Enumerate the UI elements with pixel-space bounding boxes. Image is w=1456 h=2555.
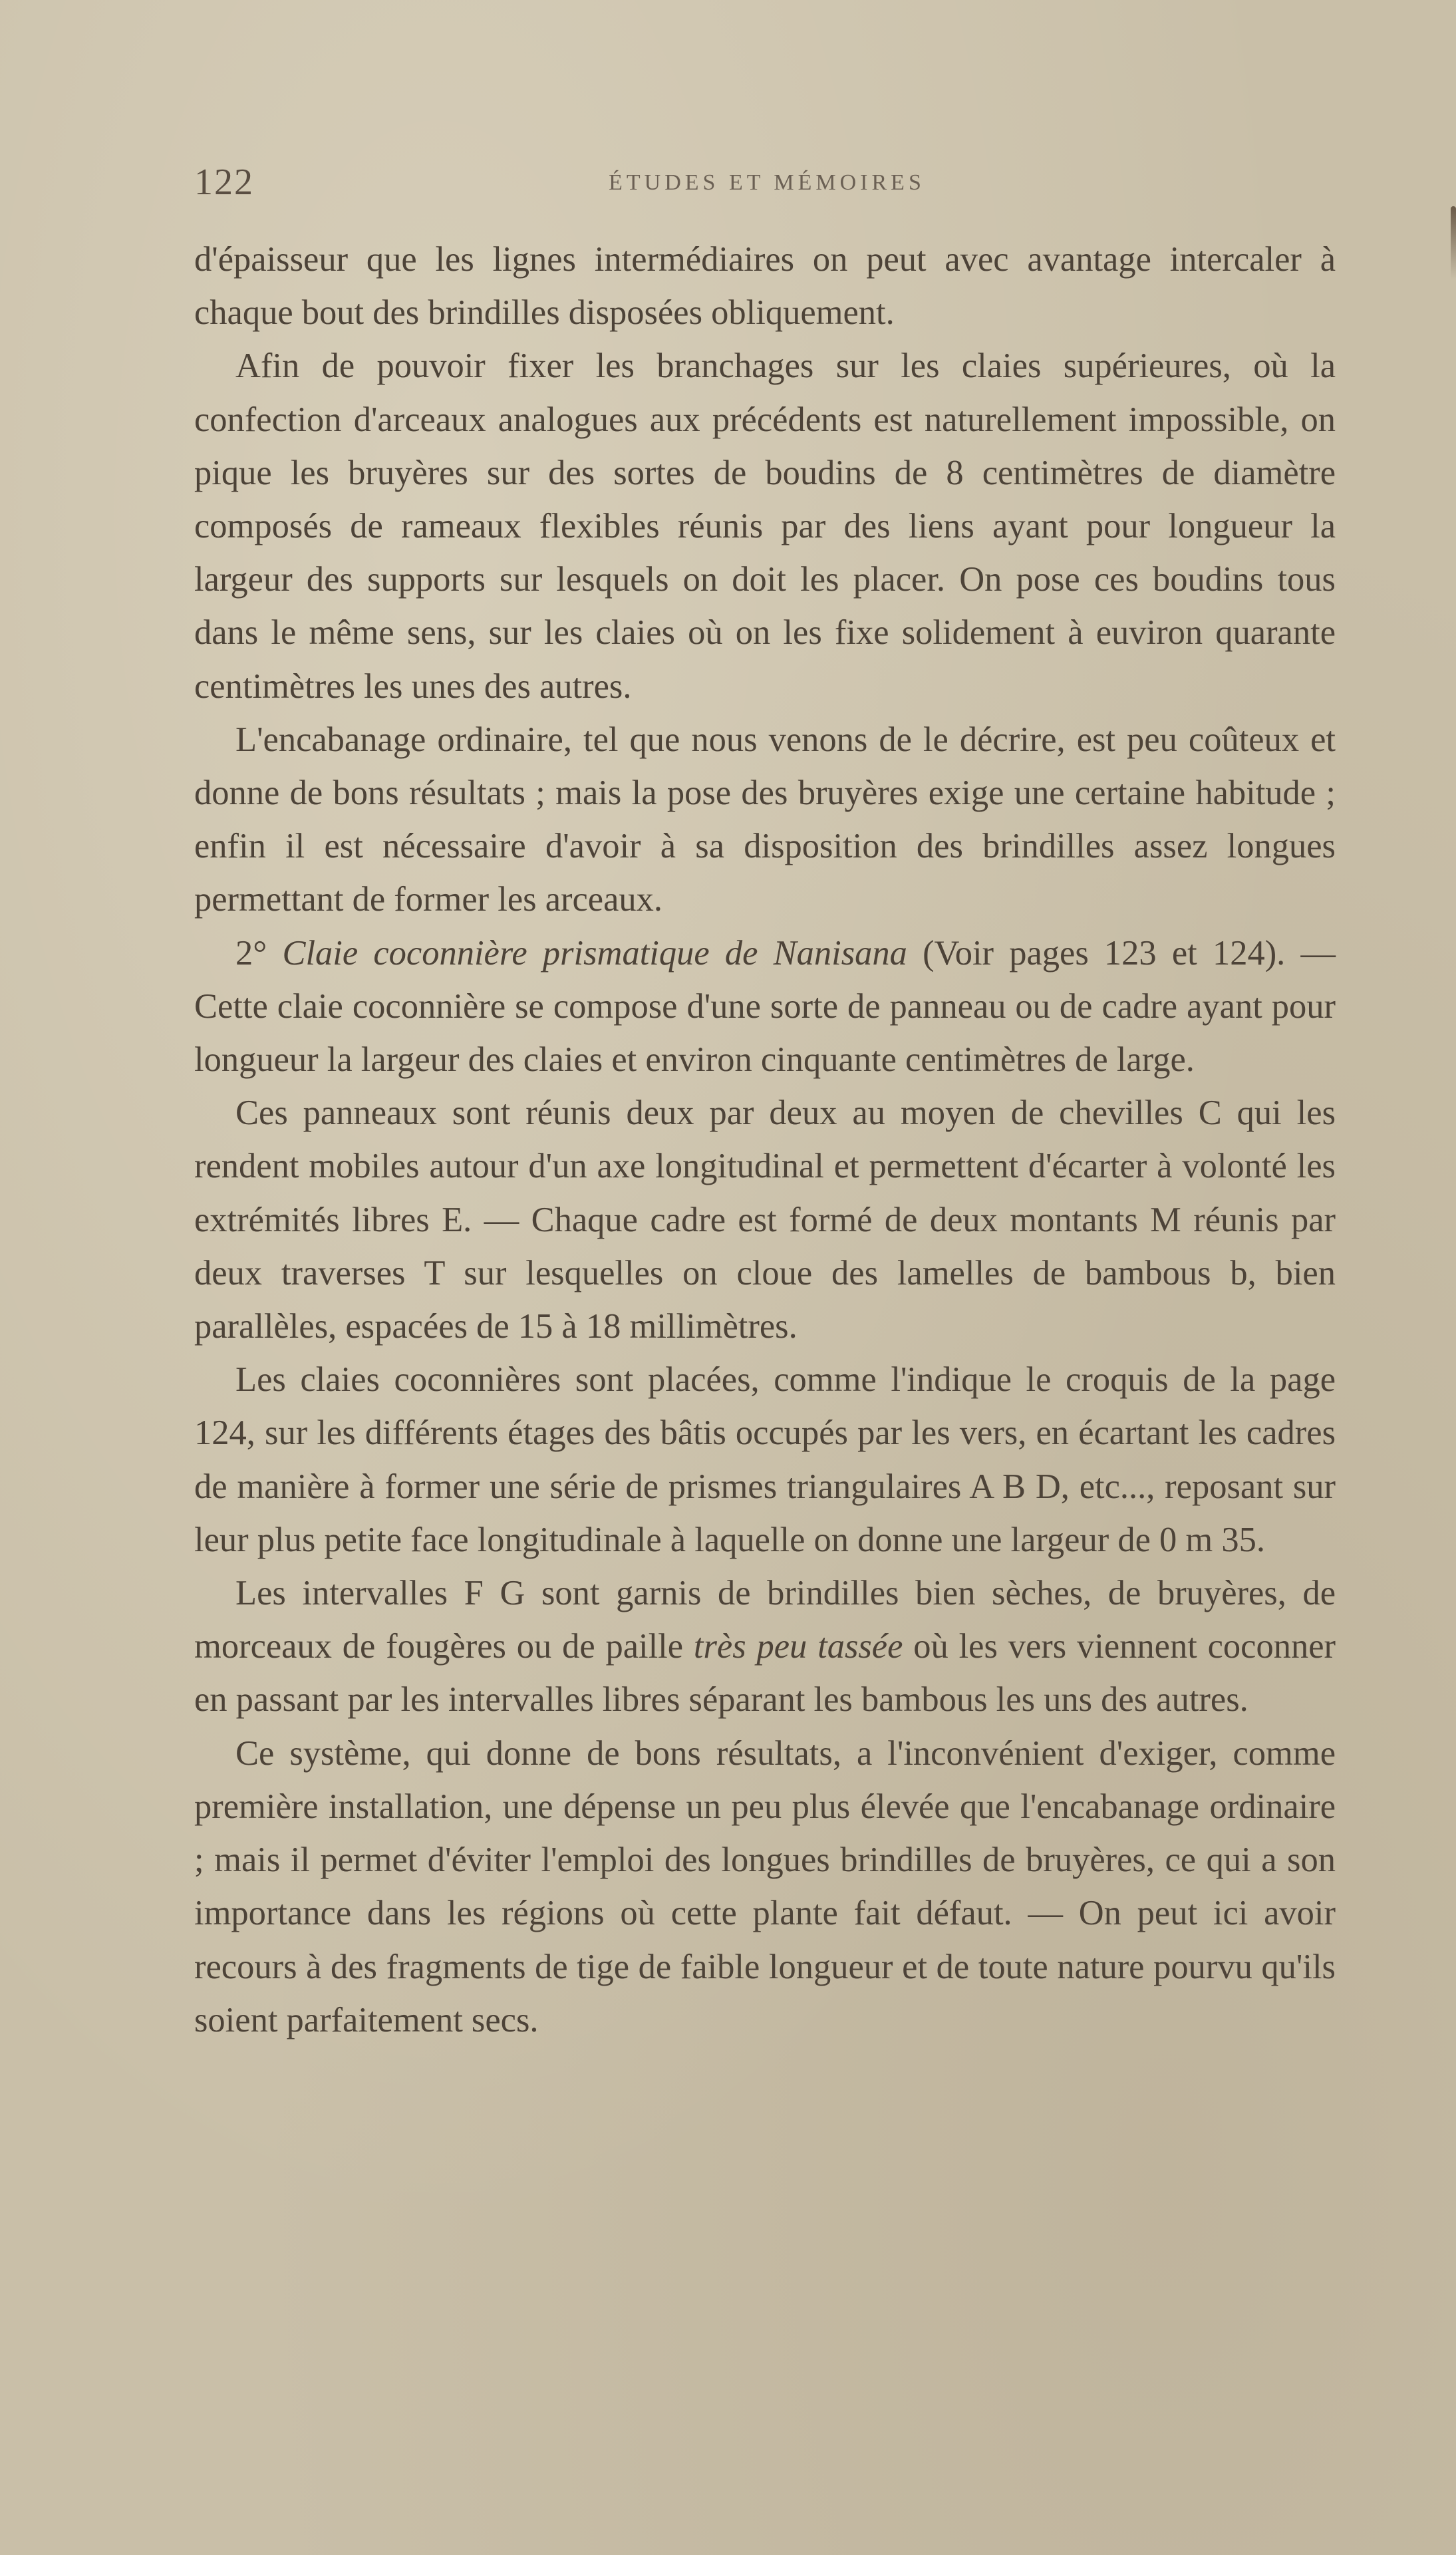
paragraph-prefix: Les intervalles F G sont garnis de brindilles bien sèches, de bruyères, de morceaux de fougères ou de paille (194, 1574, 1336, 1666)
running-head (194, 161, 1340, 208)
running-title: ÉTUDES ET MÉMOIRES (609, 170, 925, 195)
paragraph-text: Afin de pouvoir fixer les branchages sur les claies supérieures, où la confection d'arceaux analogues aux précédents est naturellement impossible, on pique les bruyères sur des sortes de boudins de 8 centimètres de diamètre composés de rameaux flexibles réunis par des liens ayant pour longueur la largeur des supports sur lesquels on doit les placer. On pose ces boudins tous dans le même sens, sur les claies où on les fixe solidement à euviron quarante centimètres les unes des autres. (194, 347, 1336, 706)
paragraph-prefix: 2° (235, 933, 283, 973)
paragraph-text: Ce système, qui donne de bons résultats, a l'inconvénient d'exiger, comme première installation, une dépense un peu plus élevée que l'encabanage ordinaire ; mais il permet d'éviter l'emploi des longues brindilles de bruyères, ce qui a son importance dans les régions où cette plante fait défaut. — On peut ici avoir recours à des fragments de tige de faible longueur et de toute nature pourvu qu'ils soient parfaitement secs. (194, 1733, 1336, 2039)
paragraph-1 (194, 233, 1336, 339)
paragraph-text: Les claies coconnières sont placées, comme l'indique le croquis de la page 124, sur les différents étages des bâtis occupés par les vers, en écartant les cadres de manière à former une série de prismes triangulaires A B D, etc..., reposant sur leur plus petite face longitudinale à laquelle on donne une largeur de 0 m 35. (194, 1360, 1336, 1559)
paragraph-suffix: où les vers viennent coconner en passant par les intervalles libres séparant les bambous les uns des autres. (194, 1627, 1336, 1720)
paragraph-text: Ces panneaux sont réunis deux par deux au moyen de chevilles C qui les rendent mobiles autour d'un axe longitudinal et permettent d'écarter à volonté les extrémités libres E. — Chaque cadre est formé de deux montants M réunis par deux traverses T sur lesquelles on cloue des lamelles de bambous b, bien parallèles, espacées de 15 à 18 millimètres. (194, 1094, 1336, 1346)
paragraph-italic-phrase: très peu tassée (693, 1627, 903, 1666)
paragraph-italic-title: Claie coconnière prismatique de Nanisana (282, 933, 907, 973)
body-text (194, 233, 1336, 2047)
paragraph-suffix: (Voir pages 123 et 124). — Cette claie coconnière se compose d'une sorte de panneau ou de cadre ayant pour longueur la largeur des claies et environ cinquante centimètres de large. (194, 933, 1336, 1080)
page-number: 122 (194, 162, 254, 203)
paragraph-8 (194, 1727, 1336, 2047)
margin-mark (1451, 206, 1456, 279)
paragraph-6 (194, 1353, 1336, 1567)
paragraph-5 (194, 1086, 1336, 1353)
paragraph-7 (194, 1567, 1336, 1727)
paragraph-2 (194, 339, 1336, 712)
paragraph-text: L'encabanage ordinaire, tel que nous venons de le décrire, est peu coûteux et donne de bons résultats ; mais la pose des bruyères exige une certaine habitude ; enfin il est nécessaire d'avoir à sa disposition des brindilles assez longues permettant de former les arceaux. (194, 720, 1336, 919)
paragraph-text: d'épaisseur que les lignes intermédiaires on peut avec avantage intercaler à chaque bout des brindilles disposées obliquement. (194, 240, 1336, 333)
paragraph-3 (194, 713, 1336, 927)
paragraph-4 (194, 927, 1336, 1087)
